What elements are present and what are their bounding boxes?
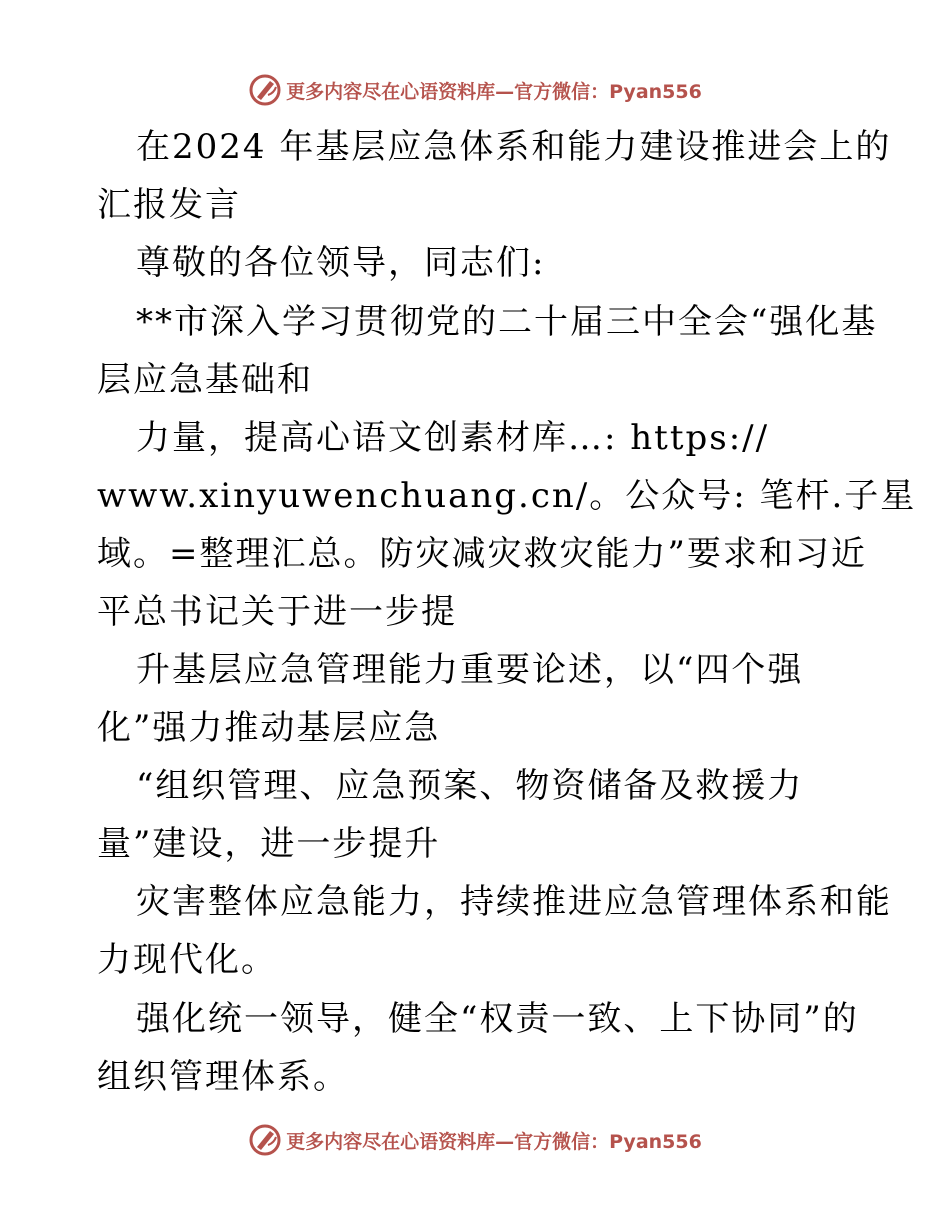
paragraph-line: 层应急基础和 [97,360,313,400]
title-line-2: 汇报发言 [97,185,241,225]
paragraph-line: 强化统一领导，健全“权责一致、上下协同”的 [136,999,859,1039]
paragraph-line: 力现代化。 [97,940,277,980]
brand-logo-icon [248,1123,282,1157]
paragraph-line: 组织管理体系。 [97,1057,349,1097]
banner-text: 更多内容尽在心语资料库—官方微信：Pyan556 [286,1130,702,1153]
paragraph-line: 域。=整理汇总。防灾减灾救灾能力”要求和习近 [97,534,867,574]
paragraph-line: 化”强力推动基层应急 [97,708,441,748]
paragraph-line: www.xinyuwenchuang.cn/。公众号: 笔杆.子星 [97,476,917,516]
paragraph-line: 平总书记关于进一步提 [97,592,457,632]
paragraph-line: 量”建设，进一步提升 [97,824,441,864]
paragraph-line: **市深入学习贯彻党的二十届三中全会“强化基 [136,302,878,342]
paragraph-line: 升基层应急管理能力重要论述，以“四个强 [136,650,804,690]
title-line-1: 在2024 年基层应急体系和能力建设推进会上的 [136,127,892,167]
banner-text: 更多内容尽在心语资料库—官方微信：Pyan556 [286,80,702,103]
footer-banner [0,1120,950,1160]
salutation: 尊敬的各位领导，同志们: [136,243,546,283]
paragraph-line: 灾害整体应急能力，持续推进应急管理体系和能 [136,882,892,922]
paragraph-line: “组织管理、应急预案、物资储备及救援力 [136,766,804,806]
brand-logo-icon [248,73,282,107]
header-banner [0,70,950,110]
paragraph-line: 力量，提高心语文创素材库…: https:// [136,418,770,458]
